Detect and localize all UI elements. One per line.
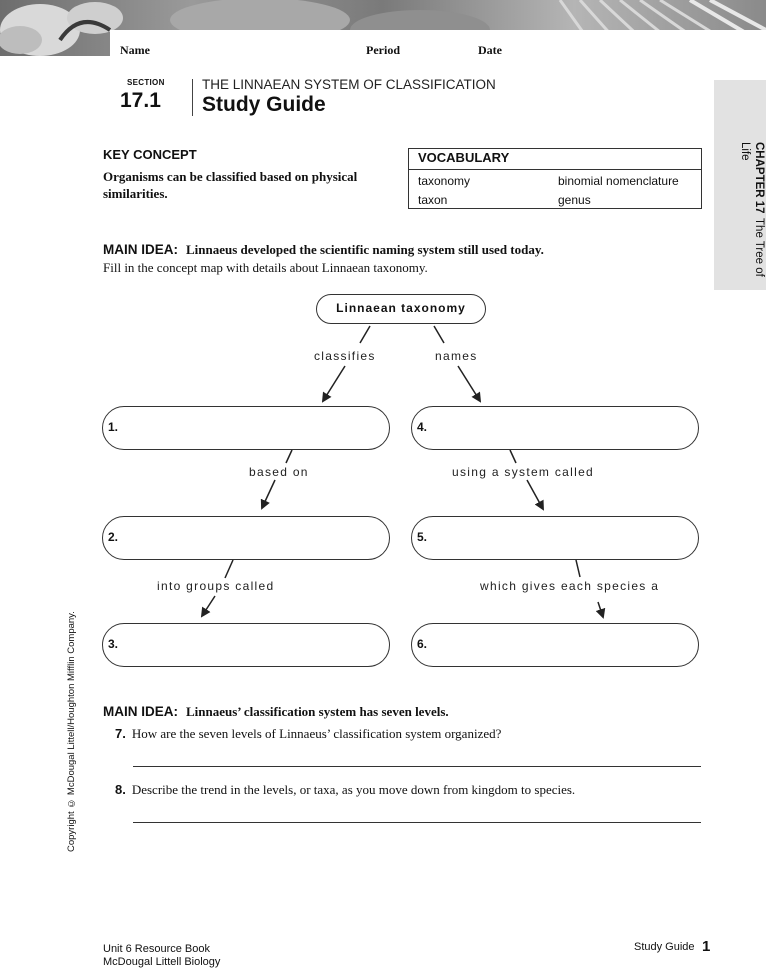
vocabulary-heading: VOCABULARY (418, 150, 510, 165)
main-idea-text: Linnaeus developed the scientific naming system still used today. (186, 242, 544, 257)
date-label: Date (478, 43, 502, 57)
link-using-system: using a system called (452, 465, 595, 479)
name-label: Name (120, 43, 150, 57)
footer-publisher: McDougal Littell Biology (103, 956, 221, 968)
main-idea-2 (103, 704, 449, 720)
vocab-term: taxon (418, 193, 448, 207)
box-number: 2. (108, 530, 119, 544)
question-number: 7. (115, 726, 126, 741)
page-number: 1 (702, 938, 711, 955)
link-classifies: classifies (314, 349, 376, 363)
link-gives-species: which gives each species a (480, 579, 660, 593)
footer-guide: Study Guide (634, 941, 695, 953)
period-label: Period (366, 43, 400, 57)
footer-book: Unit 6 Resource Book (103, 943, 210, 955)
box-number: 1. (108, 420, 119, 434)
concept-answer-box-5[interactable] (411, 516, 699, 560)
concept-answer-box-6[interactable] (411, 623, 699, 667)
concept-map-instruction: Fill in the concept map with details about Linnaean taxonomy. (103, 260, 428, 275)
concept-answer-box-3[interactable] (102, 623, 390, 667)
question-text: Describe the trend in the levels, or taxa, as you move down from kingdom to species. (131, 782, 576, 797)
box-number: 6. (417, 637, 428, 651)
box-number: 5. (417, 530, 428, 544)
section-subtitle: THE LINNAEAN SYSTEM OF CLASSIFICATION (202, 77, 496, 92)
box-number: 4. (417, 420, 428, 434)
main-idea-label: MAIN IDEA: (103, 242, 178, 257)
main-idea-label: MAIN IDEA: (103, 704, 178, 719)
concept-map-root: Linnaean taxonomy (316, 294, 486, 324)
answer-line-7[interactable] (133, 766, 701, 767)
main-idea-text: Linnaeus’ classification system has seven levels. (186, 704, 449, 719)
page-title: Study Guide (202, 93, 326, 116)
vocab-term: binomial nomenclature (558, 174, 679, 188)
chapter-name: The Tree of Life (739, 142, 765, 277)
question-8 (115, 782, 575, 798)
concept-answer-box-4[interactable] (411, 406, 699, 450)
copyright-notice: Copyright © McDougal Littell/Houghton Mifflin Company. (66, 611, 77, 852)
box-number: 3. (108, 637, 119, 651)
section-label: SECTION (127, 78, 165, 87)
link-based-on: based on (249, 465, 309, 479)
key-concept-text: Organisms can be classified based on physical similarities. (103, 169, 358, 201)
question-number: 8. (115, 782, 126, 797)
question-text: How are the seven levels of Linnaeus’ classification system organized? (131, 726, 502, 741)
link-names: names (435, 349, 478, 363)
concept-answer-box-2[interactable] (102, 516, 390, 560)
vocab-term: genus (558, 193, 591, 207)
key-concept-heading: KEY CONCEPT (103, 147, 197, 162)
answer-line-8[interactable] (133, 822, 701, 823)
question-7 (115, 726, 501, 742)
link-into-groups: into groups called (157, 579, 275, 593)
section-number: 17.1 (120, 89, 161, 112)
chapter-number: CHAPTER 17 (753, 142, 765, 214)
concept-answer-box-1[interactable] (102, 406, 390, 450)
vocab-term: taxonomy (418, 174, 471, 188)
